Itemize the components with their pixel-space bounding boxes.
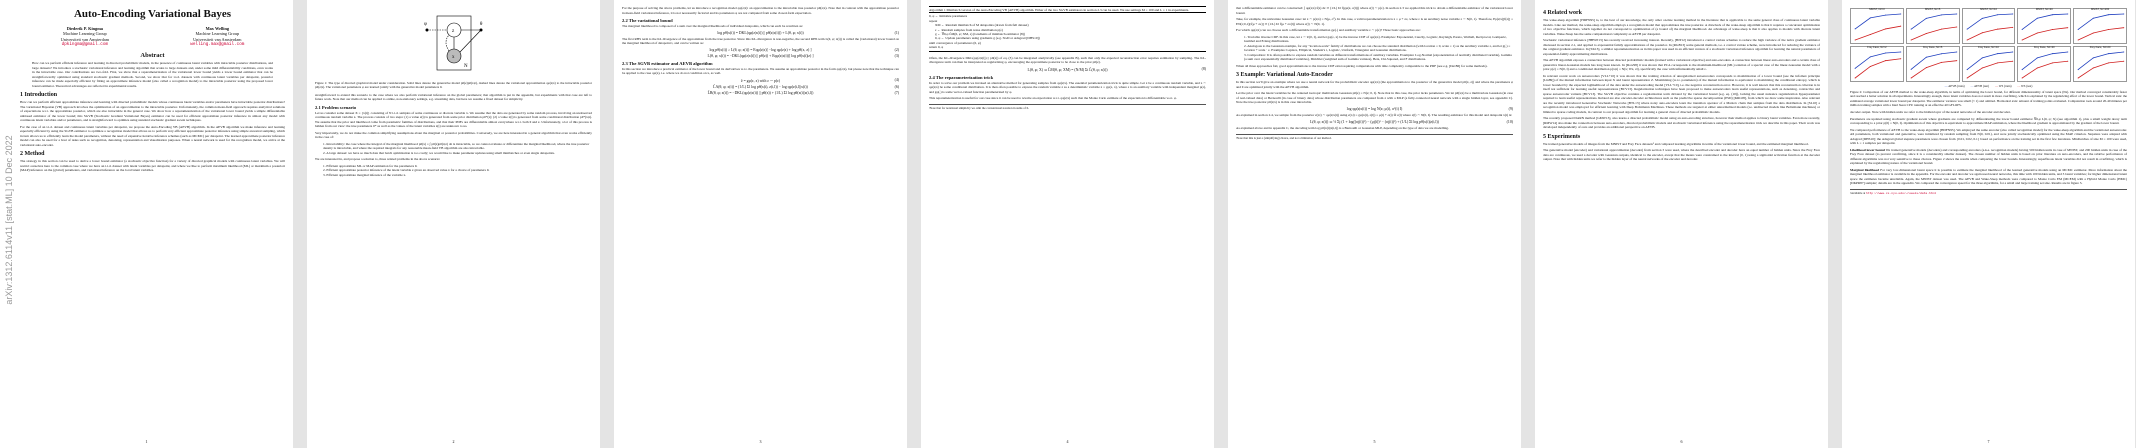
- mini-plot: [1850, 8, 1904, 44]
- figure-2-plot-grid: [1850, 8, 2127, 82]
- data-point: [2022, 69, 2023, 70]
- plot-svg: [1963, 9, 2015, 43]
- page-2: [307, 0, 600, 448]
- data-point: [1870, 17, 1871, 18]
- data-point: [1941, 29, 1942, 30]
- label-z: z: [451, 29, 454, 34]
- series-line-aevb: [2023, 14, 2069, 29]
- mini-plot-title: MNIST, Nz=5: [1925, 8, 1941, 11]
- paragraph: In this section we introduce a practical estimator of the lower bound and its derivatives w.r.t. the parameters. We assume an approximate posterior in the form qφ(z|x), but please note that the technique can be applied to the case qφ(z), i.e. where we do not condition on x, as well.: [622, 66, 899, 75]
- data-point: [1981, 18, 1982, 19]
- data-point: [2037, 67, 2038, 68]
- data-point: [2123, 27, 2124, 28]
- figure-1-caption: Figure 1: The type of directed graphical model under consideration. Solid lines denote the generative model pθ(z)pθ(x|z), dashed lines denote the variational approximation qφ(z|x) to the intractable posterior pθ(z|x). The variational parameters φ are learned jointly with the generative model parameters θ.: [315, 81, 592, 90]
- data-point: [2012, 52, 2013, 53]
- series-line-ws: [1855, 26, 1901, 40]
- data-point: [1926, 57, 1927, 58]
- data-point: [2022, 40, 2023, 41]
- paragraph: Very importantly, we do not make the common simplifying assumptions about the marginal or posterior probabilities. Conversely, we are here interested in a general algorithm that even works efficiently in the case of:: [315, 130, 592, 140]
- equation: log pθ(x(i)) ≥ L(θ, φ; x(i)) = Eqφ(z|x)[ −log qφ(z|x) + log pθ(x, z) ] (2): [709, 47, 899, 52]
- page-7: [1842, 0, 2135, 448]
- algorithm-line: g ← ∇θ,φ L̃M(θ, φ; XM, ε) (Gradients of minibatch estimator (8)): [935, 32, 1025, 37]
- series-line-ws: [2078, 28, 2124, 40]
- plot-svg: [2074, 47, 2126, 81]
- data-point: [2078, 78, 2079, 79]
- series-line-aevb: [2078, 14, 2124, 29]
- data-point: [2123, 52, 2124, 53]
- equation: L(θ, φ; X) ≃ L̃M(θ, φ; XM) = (N/M) Σi L̃(θ, φ; x(i)) (8): [1027, 67, 1206, 72]
- paragraph: For the case of an i.i.d. dataset and continuous latent variables per datapoint, we propose the Auto-Encoding VB (AEVB) algorithm. In the AEVB algorithm we make inference and learning especially efficient by using the SGVB estimator to optimize a recognition model that allows us to perform very efficient approximate posterior inference using simple ancestral sampling, which in turn allows us to efficiently learn the model parameters, without the need of expensive iterative inference schemes (such as MCMC) per datapoint. The learned approximate posterior inference model can also be used for a host of tasks such as recognition, denoising, representation and visualization purposes. When a neural network is used for the recognition model, we arrive at the variational auto-encoder.: [20, 124, 285, 147]
- data-point: [1966, 40, 1967, 41]
- label-phi: φ: [423, 22, 427, 27]
- series-line-aevb: [1911, 14, 1957, 29]
- label-x: x: [451, 55, 454, 60]
- data-point: [2037, 18, 2038, 19]
- list-item: 3. Composition: It is often possible to express random variables as different transformations of auxiliary variables. Examples: Log-Normal (exponentiation of normally distributed variable), Gamma (a sum over exponentially distributed variables), Dirichlet (weighted sum of Gamma variates), Beta, Chi-Squared, and F distributions.: [1244, 52, 1512, 61]
- data-point: [2123, 61, 2124, 62]
- paragraph: The wake-sleep algorithm [HDFN95] is, to the best of our knowledge, the only other on-line learning method in the literature that is applicable to the same general class of continuous latent variable models. Like our method, the wake-sleep algorithm employs a recognition model that approximates the true posterior. A drawback of the wake-sleep algorithm is that it requires a concurrent optimization of two objective functions, which together do not correspond to optimization of (a bound of) the marginal likelihood. An advantage of wake-sleep is that it also applies to models with discrete latent variables. Wake-Sleep has the same computational complexity as AEVB per datapoint.: [1543, 18, 1820, 36]
- page-number: 2: [452, 439, 455, 444]
- page-number: 5: [1373, 439, 1376, 444]
- plot-svg: [1851, 9, 1903, 43]
- data-point: [1997, 53, 1998, 54]
- data-point: [2022, 78, 2023, 79]
- mini-plot: [2073, 8, 2127, 44]
- series-line-ws: [1855, 59, 1901, 78]
- algorithm-line: return θ, φ: [929, 45, 944, 50]
- footnote-link[interactable]: http://www.cs.nyu.edu/~roweis/data.html: [1866, 191, 1937, 195]
- data-point: [1885, 52, 1886, 53]
- paragraph: In order to solve our problem we invoked an alternative method for generating samples from qφ(z|x). The essential parameterization trick is quite simple. Let z be a continuous random variable, and z ∼ qφ(z|x) be some conditional distribution. It is then often possible to express the random variable z as a deterministic variable z = gφ(ε, x), where ε is an auxiliary variable with independent marginal p(ε), and gφ(.) is some vector-valued function parameterized by φ.: [929, 80, 1206, 94]
- data-point: [2052, 53, 2053, 54]
- mini-plot: [1906, 46, 1960, 82]
- data-point: [2012, 61, 2013, 62]
- algorithm-title: Algorithm 1 Minibatch version of the Auto-Encoding VB (AEVB) algorithm. Either of the two SGVB estimators in section 2.3 can be used. We use settings M = 100 and L = 1 in experiments.: [929, 8, 1206, 13]
- mini-plot-title: Frey Face, Nz=20: [2089, 46, 2111, 49]
- data-point: [1870, 66, 1871, 67]
- data-point: [2093, 67, 2094, 68]
- mini-plot: [2017, 8, 2071, 44]
- figure-1-graphical-model: [315, 12, 592, 79]
- legend-item: — WS (train): [1995, 84, 2012, 88]
- equation: L̃B(θ, φ; x(i)) = −DKL(qφ(z|x(i)) || pθ(z)) + (1/L) Σl log pθ(x(i)|z(i,l)) (7): [707, 90, 899, 95]
- data-point: [2037, 32, 2038, 33]
- series-line-ws: [1967, 27, 2013, 40]
- figure-2-legend: [1850, 84, 2127, 88]
- author-block: [20, 26, 285, 47]
- plot-svg: [2018, 47, 2070, 81]
- data-point: [1910, 69, 1911, 70]
- equation: z̃ = gφ(ε, x) with ε ∼ p(ε) (4): [740, 78, 899, 83]
- data-point: [1855, 28, 1856, 29]
- equation: L(θ, φ; x(i)) = −DKL(qφ(z|x(i)) || pθ(z)) + Eqφ(z|x(i))[ log pθ(x(i)|z) ] (3): [707, 53, 899, 58]
- data-point: [2108, 29, 2109, 30]
- data-point: [2068, 61, 2069, 62]
- series-line-aevb: [1855, 14, 1901, 29]
- series-line-aevb: [1967, 52, 2013, 70]
- section-heading: 3 Example: Variational Auto-Encoder: [1236, 72, 1333, 78]
- plot-svg: [1907, 9, 1959, 43]
- series-line-ws: [1911, 61, 1957, 78]
- data-point: [1981, 32, 1982, 33]
- paragraph: Take, for example, the univariate Gaussian case: let z ∼ p(z|x) = N(μ, σ²). In this case, a valid reparameterization is z = μ + σε, where ε is an auxiliary noise variable ε ∼ N(0, 1). Therefore, Ep(z|x)[f(z)] = EN(ε;0,1)[f(μ + σε)] ≃ (1/L) Σl f(μ + σε(l)) where ε(l) ∼ N(0, 1).: [1236, 17, 1513, 26]
- author-1: Diederik P. Kingma Machine Learning Group Universiteit van Amsterdam dpkingma@gmail.com: [60, 26, 110, 47]
- mini-plot-title: Frey Face, Nz=10: [1978, 46, 1999, 49]
- edge-x-z-dashed: [446, 35, 449, 51]
- paragraph: Parameters are updated using stochastic gradient ascent where gradients are computed by differentiating the lower bound estimator ∇θ,φ L(θ, φ; X) (see algorithm 1), plus a small weight decay term corresponding to a prior p(θ) = N(0, I). Optimization of this objective is equivalent to approximate MAP estimation, where the likelihood gradient is approximated by the gradient of the lower bound.: [1850, 116, 2127, 126]
- paragraph: In this section we'll give an example where we use a neural network for the probabilistic encoder qφ(z|x) (the approximation to the posterior of the generative model pθ(x, z)) and where the parameters φ and θ are optimized jointly with the AEVB algorithm.: [1236, 80, 1513, 89]
- data-point: [1926, 67, 1927, 68]
- data-point: [1997, 29, 1998, 30]
- data-point: [1910, 78, 1911, 79]
- data-point: [1956, 52, 1957, 53]
- data-point: [1855, 40, 1856, 41]
- data-point: [1981, 67, 1982, 68]
- page-1: [0, 0, 293, 448]
- algorithm-line: until convergence of parameters (θ, φ): [929, 40, 981, 45]
- list-item: 2. Analogous to the Gaussian example, for any "location-scale" family of distributions we can choose the standard distribution (with location = 0, scale = 1) as the auxiliary variable ε, and let g(.) = location + scale · ε. Examples: Laplace, Elliptical, Student's t, Logistic, Uniform, Triangular and Gaussian distributions.: [1244, 43, 1511, 52]
- data-point: [2108, 14, 2109, 15]
- subsection-heading: 2.4 The reparameterization trick: [929, 74, 994, 80]
- series-line-ws: [2023, 61, 2069, 78]
- data-point: [1885, 15, 1886, 16]
- series-line-aevb: [1855, 52, 1901, 68]
- data-point: [2068, 27, 2069, 28]
- series-line-ws: [2023, 28, 2069, 40]
- subsection-heading: 2.1 Problem scenario: [315, 104, 357, 110]
- paragraph: In relevant recent work on autoencoders [VLL+10] it was shown that the training criterion of unregularized autoencoders corresponds to maximization of a lower bound (see the infomax principle [Lin89]) of the mutual information between input X and latent representation Z. Maximizing (w.r.t. parameters) of the mutual information is equivalent to maximizing the conditional entropy, which is lower bounded by the expected loglikelihood of the data under the autoencoding model [VLL+10], i.e. the negative reconstruction error. However, it is well known that this reconstruction criterion is in itself not sufficient for learning useful representations [BCV13]. Regularization techniques have been proposed to make autoencoders learn useful representations, such as denoising, contractive and sparse autoencoder variants [BCV13]. The SGVB objective contains a regularization term dictated by the variational bound (e.g. eq. (10)), lacking the usual nuisance regularization hyperparameter required to learn useful representations. Related are also encoder-decoder architectures such as the predictive sparse decomposition (PSD) [KRL08], from which we drew some inspiration. Also relevant are the recently introduced Generative Stochastic Networks [BTL13] where noisy auto-encoders learn the transition operator of a Markov chain that samples from the data distribution. In [SL10] a recognition model was employed for efficient learning with Deep Boltzmann Machines. These methods are targeted at either unnormalized models (i.e. undirected models like Boltzmann machines) or limited to sparse coding models, in contrast to our proposed algorithm for learning a general class of directed probabilistic models.: [1543, 73, 1820, 114]
- footnote: ²Note that this is just a (simplifying) choice, and not a limitation of our method.: [1236, 134, 1513, 140]
- algorithm-line: θ, φ ← Initialize parameters: [929, 14, 968, 19]
- mini-plot-title: Frey Face, Nz=5: [1923, 46, 1943, 49]
- data-point: [1885, 28, 1886, 29]
- paragraph: This reparameterization is useful for our case since it can be used to rewrite an expectation w.r.t. qφ(z|x) such that the Monte Carlo estimate of the expectation is differentiable w.r.t. φ.: [929, 96, 1177, 101]
- paragraph: We are interested in, and propose a solution to, three related problems in the above scenario:: [315, 157, 441, 162]
- data-point: [1941, 53, 1942, 54]
- series-line-aevb: [2078, 52, 2124, 70]
- paragraph: Marginal likelihood For very low-dimensional latent space it is possible to estimate the marginal likelihood of the learned generative models using an MCMC estimator. More information about the marginal likelihood estimator is available in the appendix. For the encoder and decoder we again used neural networks, this time with 100 hidden units, and 3 latent variables; for higher dimensional latent space the estimates became unreliable. Again, the MNIST dataset was used. The AEVB and Wake-Sleep methods were compared to Monte Carlo EM (MCEM) with a Hybrid Monte Carlo (HMC) [DKPR87] sampler; details are in the appendix. We compared the convergence speed for the three algorithms, for a small and large training set size. Results are in figure 3.: [1850, 167, 2127, 186]
- label-theta: θ: [479, 22, 482, 27]
- data-point: [2093, 18, 2094, 19]
- list-item: 1. Tractable inverse CDF. In this case, let ε ∼ U(0, I), and let gφ(ε, x) be the inverse CDF of qφ(z|x). Examples: Exponential, Cauchy, Logistic, Rayleigh, Pareto, Weibull, Reciprocal, Gompertz, Gumbel and Erlang distributions.: [1244, 34, 1507, 43]
- author-email[interactable]: dpkingma@gmail.com: [61, 41, 109, 47]
- data-point: [2052, 62, 2053, 63]
- page-number: 1: [145, 439, 148, 444]
- data-point: [2068, 14, 2069, 15]
- paper-title: Auto-Encoding Variational Bayes: [73, 8, 232, 20]
- section-heading: 1 Introduction: [20, 92, 58, 99]
- algorithm-line: XM ← Random minibatch of M datapoints (drawn from full dataset): [935, 23, 1029, 28]
- data-point: [1956, 14, 1957, 15]
- data-point: [2037, 57, 2038, 58]
- data-point: [2078, 69, 2079, 70]
- data-point: [1870, 34, 1871, 35]
- paragraph: Let us consider some dataset X = {x(i)} consisting of N i.i.d. samples of some continuous or discrete variable x. We assume that the data are generated by some random process, involving an unobserved continuous random variable z. The process consists of two steps: (1) a value z(i) is generated from some prior distribution pθ*(z); (2) a value x(i) is generated from some conditional distribution pθ*(x|z). We assume that the prior and likelihood come from parametric families of distributions, and that their PDFs are differentiable almost everywhere w.r.t. both θ and z. Unfortunately, a lot of this process is hidden from our view: the true parameters θ* as well as the values of the latent variables z(i) are unknown to us.: [315, 110, 592, 129]
- paragraph: The generative model (encoder) and variational approximation (decoder) from section 3 were used, where the described encoder and decoder have an equal number of hidden units. Since the Frey Face data are continuous, we used a decoder with Gaussian outputs, identical to the encoder, except that the means were constrained to the interval (0, 1) using a sigmoidal activation function at the decoder output. Note that with hidden units we refer to the hidden layer of the neural networks of the encoder and decoder.: [1543, 148, 1820, 161]
- data-point: [2093, 32, 2094, 33]
- data-point: [1855, 78, 1856, 79]
- page-number: 7: [1987, 439, 1990, 444]
- plot-svg: [1907, 47, 1959, 81]
- list-item: 2. A large dataset: we have so much data that batch optimization is too costly; we would like to make parameter updates using small minibatches or even single datapoints.: [323, 150, 555, 155]
- data-point: [1910, 40, 1911, 41]
- data-point: [1870, 56, 1871, 57]
- algorithm-line: θ, φ ← Update parameters using gradients g (e.g. SGD or Adagrad [DHS10]): [935, 36, 1040, 41]
- paragraph: The AEVB algorithm exposes a connection between directed probabilistic models (trained with a variational objective) and auto-encoders. A connection between linear auto-encoders and a certain class of generative linear-Gaussian models has long been known. In [Row98] it was shown that PCA corresponds to the maximum-likelihood (ML) solution of a special case of the linear-Gaussian model with a prior p(z) = N(0, I) and a conditional distribution p(x|z) = N(x; Wz, εI), specifically the case with infinitesimally small ε.: [1543, 58, 1820, 71]
- paragraph-run-in-heading: Marginal likelihood: [1850, 167, 1880, 172]
- mini-plot-title: Frey Face, Nz=20: [2033, 46, 2055, 49]
- data-point: [1966, 78, 1967, 79]
- paragraph: straightforward to extend this scenario to the case where we also perform variational inference on the global parameters; that algorithm is put in the appendix, but experiments with that case are left to future work. Note that our method can be applied to online, non-stationary settings, e.g. streaming data, but here we assume a fixed dataset for simplicity.: [315, 92, 592, 102]
- list-item: 3. Efficient approximate marginal inference of the variable x.: [323, 172, 407, 177]
- legend-item: — AEVB (train): [1944, 84, 1965, 88]
- mini-plot-title: MNIST, Nz=20: [2035, 8, 2053, 11]
- legend-item: - - WS (test): [2017, 84, 2033, 88]
- edge-theta-x: [460, 30, 481, 52]
- list-item: 2. Efficient approximate posterior inference of the latent variable z given an observed value x for a choice of parameters θ.: [323, 168, 490, 173]
- data-point: [2108, 62, 2109, 63]
- page-3: [614, 0, 907, 448]
- mini-plot: [1906, 8, 1960, 44]
- data-point: [2012, 14, 2013, 15]
- list-item: 1. Efficient approximate ML or MAP estimation for the parameters θ.: [323, 163, 418, 168]
- mini-plot: [1962, 8, 2016, 44]
- paragraph: The first RHS term is the KL divergence of the approximate from the true posterior. Since this KL-divergence is non-negative, the second RHS term L(θ, φ; x(i)) is called the (variational) lower bound on the marginal likelihood of datapoint i, and can be written as:: [622, 36, 899, 45]
- paragraph: As explained in section 2.4, we sample from the posterior z(i,l) ∼ qφ(z|x(i)) using z(i,l) = gφ(x(i), ε(l)) = μ(i) + σ(i) ⊙ ε(l) where ε(l) ∼ N(0, I). The resulting estimator for this model and datapoint x(i) is:: [1236, 112, 1513, 117]
- data-point: [2093, 57, 2094, 58]
- data-point: [2052, 29, 2053, 30]
- series-line-aevb: [2023, 52, 2069, 70]
- series-line-ws: [1911, 27, 1957, 40]
- algorithm-1-box: [929, 6, 1206, 52]
- data-point: [1997, 14, 1998, 15]
- data-point: [1966, 29, 1967, 30]
- data-point: [1997, 62, 1998, 63]
- footnote: ¹Note that for notational simplicity we omit the conventional notation in sums of Σ.: [929, 104, 1206, 110]
- data-point: [2012, 27, 2013, 28]
- mini-plot: [2017, 46, 2071, 82]
- plot-svg: [1963, 47, 2015, 81]
- mini-plot-title: MNIST, Nz=200: [2090, 8, 2110, 11]
- paragraph: Stochastic variational inference [HBWP13] has recently received increasing interest. Recently, [BJP12] introduced a control variate schemes to reduce the high variance of the naïve gradient estimator discussed in section 2.1, and applied to exponential family approximations of the posterior. In [RGB13] some general methods, i.e. a control variate scheme, were introduced for reducing the variance of the original gradient estimator. In [SK13], a similar reparameterization as in this paper was used in an efficient version of a stochastic variational inference algorithm for learning the natural parameters of exponential-family approximating distributions.: [1543, 38, 1820, 56]
- data-point: [1855, 68, 1856, 69]
- mini-plot: [2073, 46, 2127, 82]
- subsection-heading: 2.3 The SGVB estimator and AEVB algorithm: [622, 60, 713, 66]
- data-point: [1926, 18, 1927, 19]
- data-point: [2078, 29, 2079, 30]
- paragraph: decoder output. Note with hidden units we refer to the hidden layer of the neural networks of the encoder and decoder.: [1850, 110, 2011, 115]
- plot-svg: [1851, 47, 1903, 81]
- page-5: [1228, 0, 1521, 448]
- page-number: 3: [759, 439, 762, 444]
- author-2: Max Welling Machine Learning Group Universiteit van Amsterdam welling.max@gmail.com: [190, 26, 245, 47]
- plot-svg: [2018, 9, 2070, 43]
- series-line-ws: [1967, 61, 2013, 78]
- data-point: [2108, 53, 2109, 54]
- equation: L(θ, φ; x(i)) ≃ ½ Σj (1 + log((σj(i))²) − (μj(i))² − (σj(i))²) + (1/L) Σl log pθ(x(i)|z(i,l)) (10): [1310, 119, 1513, 124]
- paragraph: Often, the KL-divergence DKL(qφ(z|x(i)) || pθ(z)) of eq. (3) can be integrated analytically (see appendix B), such that only the expected reconstruction error requires estimation by sampling. The KL-divergence term can then be interpreted as regularizing φ, encouraging the approximate posterior to be close to the prior pθ(z).: [929, 55, 1206, 65]
- figure-2-caption: Figure 2: Comparison of our AEVB method to the wake-sleep algorithm, in terms of optimizing the lower bound, for different dimensionality of latent space (Nz). Our method converged considerably faster and reached a better solution in all experiments. Interestingly enough, more latent variables does not result in more overfitting, which is explained by the regularizing effect of the lower bound. Vertical axis: the estimated average variational lower bound per datapoint. The estimator variance was small (< 1) and omitted. Horizontal axis: amount of training points evaluated. Computation took around 20-40 minutes per million training samples with a Intel Xeon CPU running at an effective 40 GFLOPS.: [1850, 90, 2127, 107]
- page-4: [921, 0, 1214, 448]
- paragraph: As explained above and in appendix C, the decoding term log pθ(x(i)|z(i,l)) is a Bernoulli or Gaussian MLP, depending on the type of data we are modelling.: [1236, 126, 1449, 130]
- paragraph: When all three approaches fail, good approximations to the inverse CDF exist requiring computations with time complexity comparable to the PDF (see e.g. [Dev86] for some methods).: [1236, 63, 1488, 68]
- paragraph: How can we perform efficient approximate inference and learning with directed probabilistic models whose continuous latent variables and/or parameters have intractable posterior distributions? The variational Bayesian (VB) approach involves the optimization of an approximation to the intractable posterior. Unfortunately, the common mean-field approach requires analytical solutions of expectations w.r.t. the approximate posterior, which are also intractable in the general case. We show how a reparameterization of the variational lower bound yields a simple differentiable unbiased estimator of the lower bound; this SGVB (Stochastic Gradient Variational Bayes) estimator can be used for efficient approximate posterior inference in almost any model with continuous latent variables and/or parameters, and is straightforward to optimize using standard stochastic gradient ascent techniques.: [20, 100, 285, 123]
- section-heading: 2 Method: [20, 151, 45, 158]
- data-point: [1885, 60, 1886, 61]
- data-point: [1981, 57, 1982, 58]
- data-point: [2022, 29, 2023, 30]
- graphical-model-diagram: [419, 12, 489, 74]
- equation: log pθ(x(i)) = DKL(qφ(z|x(i)) || pθ(z|x(i))) + L(θ, φ; x(i)) (1): [717, 30, 899, 35]
- abstract-text: How can we perform efficient inference and learning in directed probabilistic models, in the presence of continuous latent variables with intractable posterior distributions, and large datasets? We introduce a stochastic variational inference and learning algorithm that scales to large datasets and, under some mild differentiability conditions, even works in the intractable case. Our contributions are two-fold. First, we show that a reparameterization of the variational lower bound yields a lower bound estimator that can be straightforwardly optimized using standard stochastic gradient methods. Second, we show that for i.i.d. datasets with continuous latent variables per datapoint, posterior inference can be made especially efficient by fitting an approximate inference model (also called a recognition model) to the intractable posterior using the proposed lower bound estimator. Theoretical advantages are reflected in experimental results.: [32, 61, 273, 88]
- paragraph-run-in-heading: Likelihood lower bound: [1850, 147, 1885, 152]
- data-point: [1910, 29, 1911, 30]
- paragraph: that a differentiable estimator can be constructed: ∫ qφ(z|x) f(z) dz ≃ (1/L) Σl f(gφ(x, ε(l))) where ε(l) ∼ p(ε). In section 2.3 we applied this trick to obtain a differentiable estimator of the variational lower bound.: [1236, 6, 1513, 15]
- paragraph: The strategy in this section can be used to derive a lower bound estimator (a stochastic objective function) for a variety of directed graphical models with continuous latent variables. We will restrict ourselves here to the common case where we have an i.i.d. dataset with latent variables per datapoint, and where we like to perform maximum likelihood (ML) or maximum a posteriori (MAP) inference on the (global) parameters, and variational inference on the local latent variables.: [20, 159, 285, 173]
- equation: log qφ(z|x(i)) = log N(z; μ(i), σ²(i) I) (9): [1346, 106, 1513, 111]
- mini-plot: [1850, 46, 1904, 82]
- data-point: [2123, 14, 2124, 15]
- series-line-ws: [2078, 61, 2124, 78]
- series-line-aevb: [1911, 52, 1957, 69]
- paragraph: For which qφ(z|x) can we choose such a differentiable transformation gφ(.) and auxiliary variable ε ∼ p(ε)? Three basic approaches are:: [1236, 28, 1421, 32]
- author-email[interactable]: welling.max@gmail.com: [190, 41, 245, 47]
- label-N: N: [463, 64, 468, 69]
- paragraph: We trained generative models of images from the MNIST and Frey Face datasets³ and compared learning algorithms in terms of the variational lower bound, and the estimated marginal likelihood.: [1543, 141, 1809, 146]
- section-heading: 5 Experiments: [1543, 133, 1581, 140]
- data-point: [1900, 14, 1901, 15]
- page-6: [1535, 0, 1828, 448]
- data-point: [1966, 69, 1967, 70]
- data-point: [2078, 40, 2079, 41]
- data-point: [1956, 60, 1957, 61]
- data-point: [1941, 14, 1942, 15]
- paragraph: We compared performance of AEVB to the wake-sleep algorithm [HDFN95]. We employed the same encoder (also called recognition model) for the wake-sleep algorithm and the variational autoencoder. All parameters, both variational and generative, were initialized by random sampling from N(0, 0.01), and were jointly stochastically optimized using the MAP criterion. Stepsizes were adapted with Adagrad [DHS10]; the Adagrad global stepsize parameters were chosen from {0.01, 0.02, 0.1} based on performance on the training set in the first few iterations. Minibatches of size M = 100 were used, with L = 1 samples per datapoint.: [1850, 127, 2127, 146]
- section-heading: 4 Related work: [1543, 10, 1582, 16]
- abstract-heading: Abstract: [140, 52, 165, 60]
- data-point: [1900, 58, 1901, 59]
- data-point: [1926, 33, 1927, 34]
- plot-svg: [2074, 9, 2126, 43]
- arxiv-stamp: arXiv:1312.6114v11 [stat.ML] 10 Dec 2022: [4, 135, 14, 305]
- mini-plot-title: MNIST, Nz=3: [1869, 8, 1885, 11]
- paragraph: Let the prior over the latent variables be the centered isotropic multivariate Gaussian pθ(z) = N(z; 0, I). Note that in this case, the prior lacks parameters. We let pθ(x|z) be a multivariate Gaussian (in case of real-valued data) or Bernoulli (in case of binary data) whose distribution parameters are computed from z with a MLP (a fully-connected neural network with a single hidden layer, see appendix C). Note the true posterior pθ(z|x) is in this case intractable.: [1236, 91, 1513, 104]
- paragraph: The recently proposed DARN method [GMW13], also learns a directed probabilistic model using an auto-encoding structure, however their method applies to binary latent variables. Even more recently, [RMW14] also make the connection between auto-encoders, directed probabilistic models and stochastic variational inference using the reparameterization trick we describe in this paper. Their work was developed independently of ours and provides an additional perspective on AEVB.: [1543, 116, 1820, 129]
- data-point: [1900, 52, 1901, 53]
- page-number: 4: [1066, 439, 1069, 444]
- legend-item: - - AEVB (test): [1970, 84, 1990, 88]
- subsection-heading: 2.2 The variational bound: [622, 18, 673, 23]
- algorithm-line: ε ← Random samples from noise distribution p(ε): [935, 27, 1003, 32]
- mini-plot-title: MNIST, Nz=10: [1980, 8, 1997, 11]
- mini-plot-title: Frey Face, Nz=2: [1867, 46, 1887, 49]
- data-point: [2052, 14, 2053, 15]
- data-point: [1941, 62, 1942, 63]
- equation: L̃A(θ, φ; x(i)) = (1/L) Σl log pθ(x(i), z(i,l)) − log qφ(z(i,l)|x(i)) (6): [713, 84, 899, 89]
- paragraph: The marginal likelihood is composed of a sum over the marginal likelihoods of individual datapoints, which can each be rewritten as:: [622, 24, 803, 28]
- mini-plot: [1962, 46, 2016, 82]
- data-point: [1956, 27, 1957, 28]
- list-item: 1. Intractability: the case where the integral of the marginal likelihood pθ(x) = ∫ pθ(z)pθ(x|z) dz is intractable, so we cannot evaluate or differentiate the marginal likelihood, where the true posterior density is intractable, and where the required integrals for any reasonable mean-field VB algorithm are also intractable.: [323, 141, 590, 151]
- page-number: 6: [1680, 439, 1683, 444]
- paragraph: For the purpose of solving the above problems, let us introduce a recognition model qφ(z|x): an approximation to the intractable true posterior pθ(z|x). Note that in contrast with the approximate posterior in mean-field variational inference, it is not necessarily factorial and its parameters φ are not computed from some closed-form expectation.: [622, 6, 899, 15]
- data-point: [2068, 52, 2069, 53]
- data-point: [1900, 26, 1901, 27]
- series-line-aevb: [1967, 14, 2013, 29]
- footnote: ³Available at http://www.cs.nyu.edu/~roweis/data.html: [1850, 189, 2127, 196]
- paragraph: Likelihood lower bound We trained generative models (decoders) and corresponding encoders (a.k.a. recognition models) having 500 hidden units in case of MNIST, and 200 hidden units in case of the Frey Face dataset (to prevent overfitting, since it is a considerably smaller dataset). The chosen number of hidden units is based on prior literature on auto-encoders, and the relative performance of different algorithms was not very sensitive to these choices. Figure 2 shows the results when comparing the lower bounds. Interestingly, superfluous latent variables did not result in overfitting, which is explained by the regularizing nature of the variational bound.: [1850, 147, 2128, 166]
- algorithm-line: repeat: [929, 18, 938, 23]
